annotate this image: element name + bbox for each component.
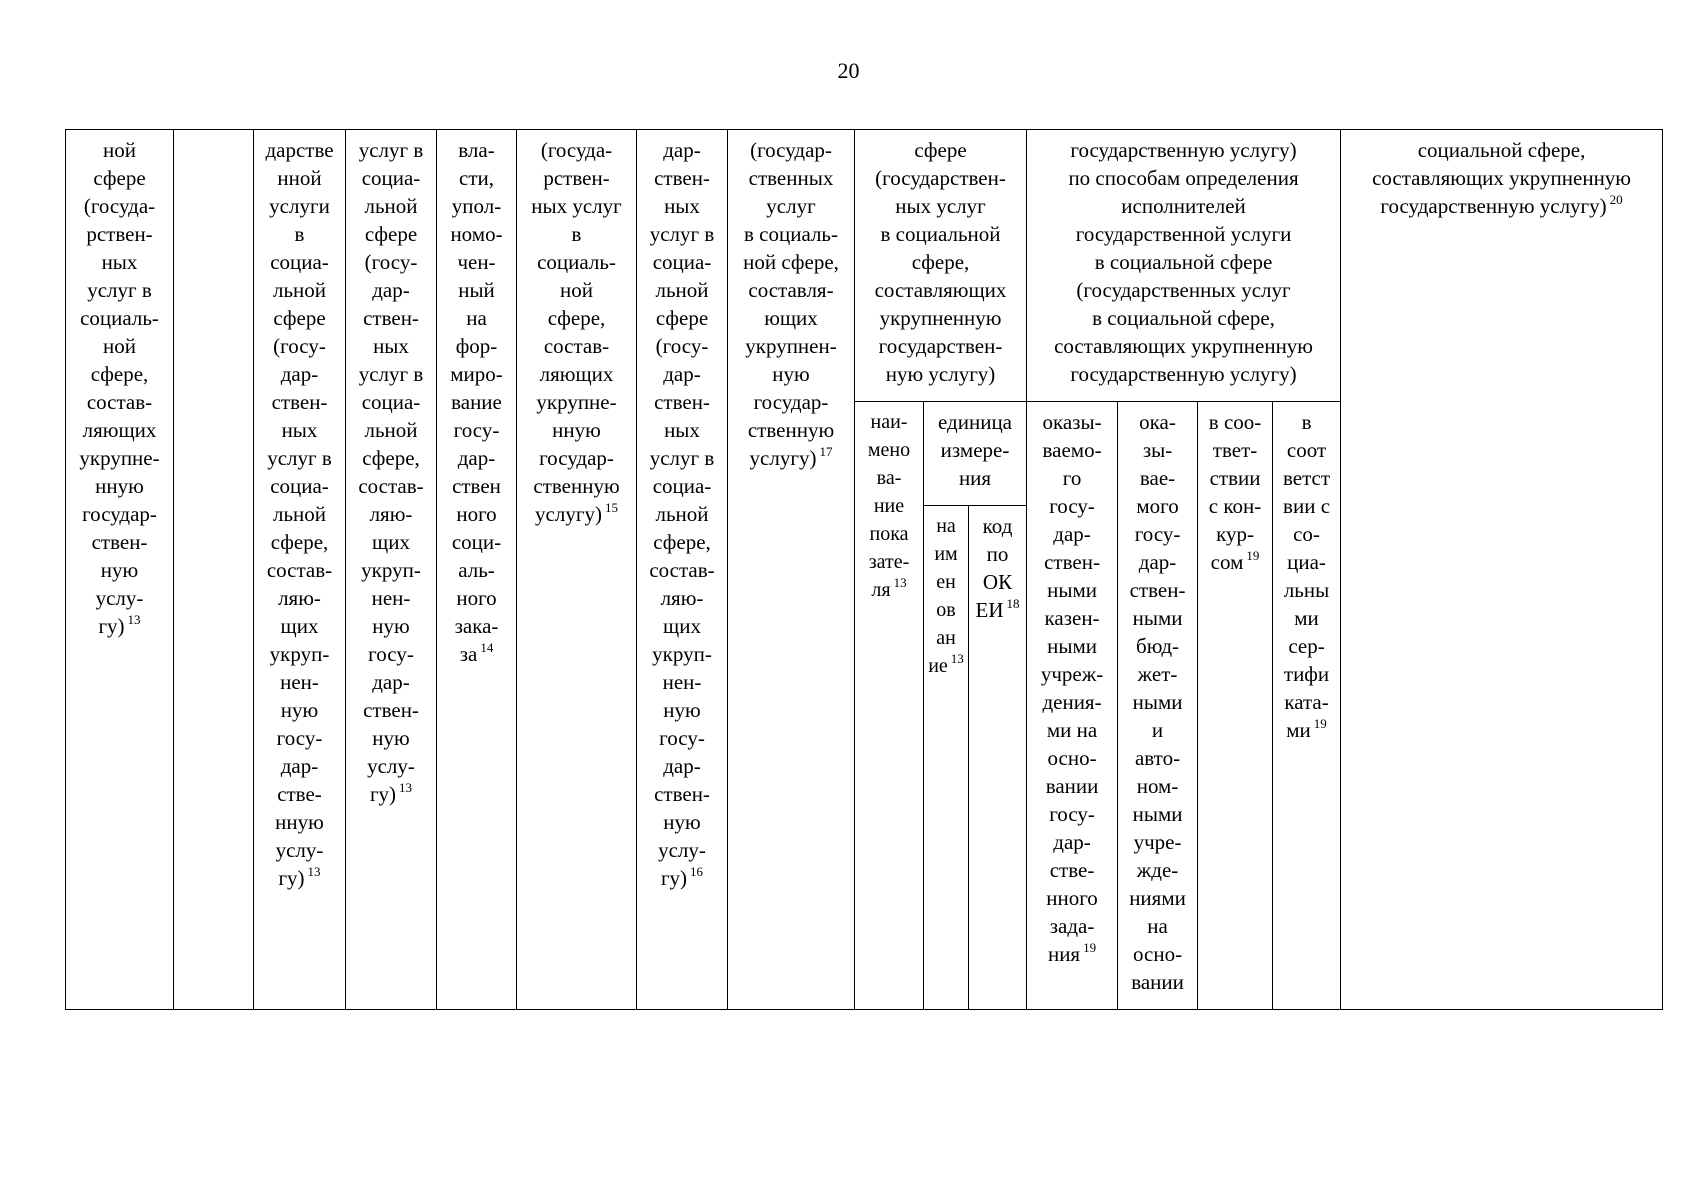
unit-name-header: на им ен ов ан ие $^{13}$ [924, 506, 969, 1010]
col-header-6: (госуда- рствен- ных услуг в социаль- ной сфере, состав- ляющих укрупне- нную государ- ственную услугу) $^{15}$ [517, 130, 637, 1010]
page-number: 20 [837, 58, 860, 83]
footnote-ref: 14 [480, 640, 494, 655]
col-header-5: вла- сти, упол- номо- чен- ный на фор- миро- вание госу- дар- ствен ного соци- аль- ного зака- за $^{14}$ [437, 130, 517, 1010]
footnote-ref: 20 [1609, 192, 1623, 207]
col-header-1: ной сфере (госуда- рствен- ных услуг в социаль- ной сфере, состав- ляющих укрупне- нную государ- ствен- ную услу- гу) $^{13}$ [66, 130, 174, 1010]
col-header-4: услуг в социа- льной сфере (госу- дар- ствен- ных услуг в социа- льной сфере, состав- ляю- щих укруп- нен- ную госу- дар- ствен- ную услу- гу) $^{13}$ [346, 130, 437, 1010]
method-state-task-header: оказы- ваемо- го госу- дар- ствен- ными казен- ными учреж- дения- ми на осно- вании госу- дар- стве- нного зада- ния $^{19}$ [1027, 402, 1118, 1010]
footnote-ref: 16 [690, 864, 704, 879]
unit-header: единица измере- ния [924, 402, 1027, 506]
footnote-ref: 15 [604, 500, 618, 515]
footnote-ref: 13 [127, 612, 141, 627]
footnote-ref: 13 [893, 575, 907, 590]
report-table [65, 129, 1663, 1010]
method-certificates-header: в соот ветст вии с со- циа- льны ми сер- тифи ката- ми $^{19}$ [1273, 402, 1341, 1010]
indicator-name-header: наи- мено ва- ние пока зате- ля $^{13}$ [855, 402, 924, 1010]
col-header-last: социальной сфере, составляющих укрупненную государственную услугу) $^{20}$ [1341, 130, 1663, 1010]
col-header-3: дарстве нной услуги в социа- льной сфере (госу- дар- ствен- ных услуг в социа- льной сфере, состав- ляю- щих укруп- нен- ную госу- дар- стве- нную услу- гу) $^{13}$ [254, 130, 346, 1010]
unit-okei-code-header: код по ОК ЕИ $^{18}$ [969, 506, 1027, 1010]
footnote-ref: 13 [950, 651, 964, 666]
footnote-ref: 19 [1313, 716, 1327, 731]
footnote-ref: 13 [399, 780, 413, 795]
method-budget-institutions-header: ока- зы- вае- мого госу- дар- ствен- ными бюд- жет- ными и авто- ном- ными учре- жде- ниями на осно- вании [1118, 402, 1198, 1010]
footnote-ref: 19 [1246, 548, 1260, 563]
footnote-ref: 18 [1006, 596, 1020, 611]
group-header-indicator: сфере (государствен- ных услуг в социальной сфере, составляющих укрупненную государствен- ную услугу) [855, 130, 1027, 402]
footnote-ref: 17 [819, 444, 833, 459]
col-header-2-empty [174, 130, 254, 1010]
method-competition-header: в соо- твет- ствии с кон- кур- сом $^{19}$ [1198, 402, 1273, 1010]
footnote-ref: 19 [1083, 940, 1097, 955]
col-header-8: (государ- ственных услуг в социаль- ной сфере, составля- ющих укрупнен- ную государ- ственную услугу) $^{17}$ [728, 130, 855, 1010]
footnote-ref: 13 [307, 864, 321, 879]
group-header-methods: государственную услугу) по способам определения исполнителей государственной услуги в социальной сфере (государственных услуг в социальной сфере, составляющих укрупненную государственную услугу) [1027, 130, 1341, 402]
col-header-7: дар- ствен- ных услуг в социа- льной сфере (госу- дар- ствен- ных услуг в социа- льной сфере, состав- ляю- щих укруп- нен- ную госу- дар- ствен- ную услу- гу) $^{16}$ [637, 130, 728, 1010]
